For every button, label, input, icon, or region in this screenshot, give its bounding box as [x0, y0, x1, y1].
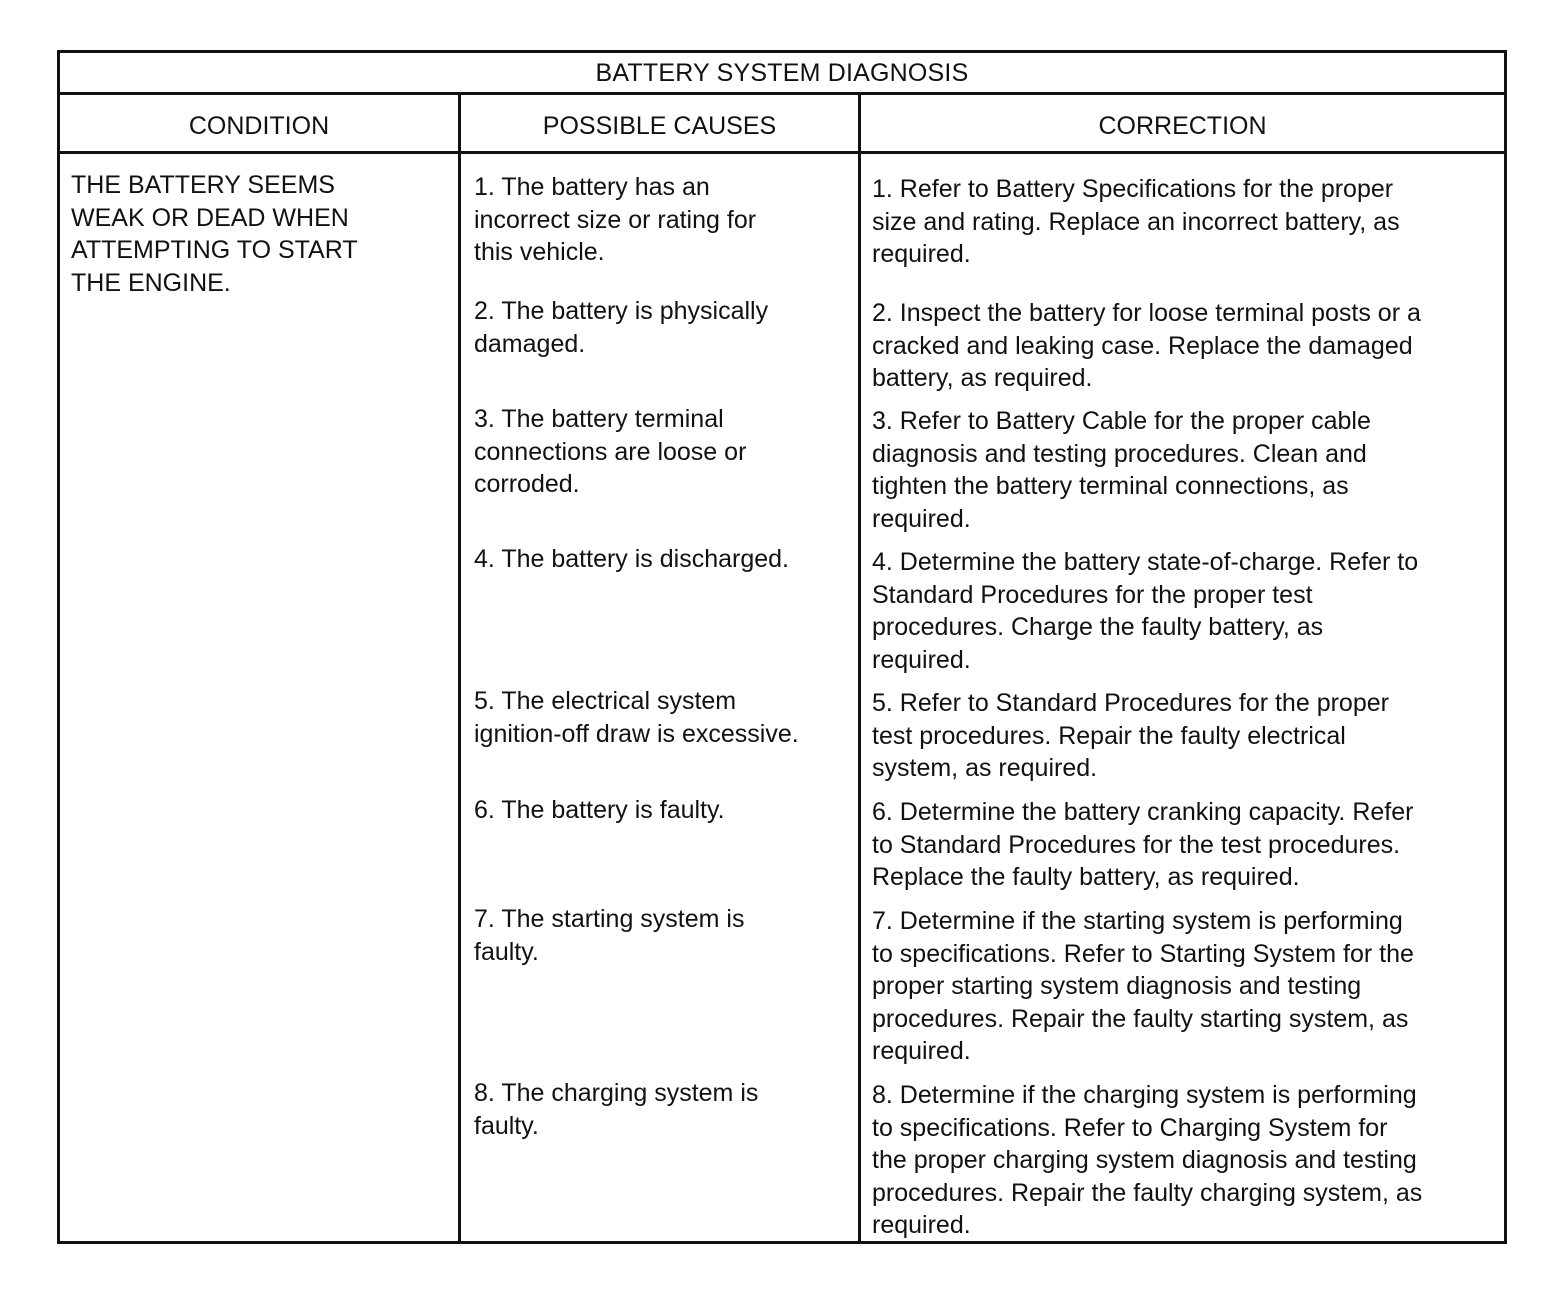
- cause-7: 7. The starting system is faulty.: [474, 905, 745, 966]
- cause-6: 6. The battery is faulty.: [474, 796, 725, 824]
- correction-3: 3. Refer to Battery Cable for the proper cable diagnosis and testing procedures. Clean and tighten the battery terminal connections, as required.: [872, 407, 1371, 533]
- cause-1: 1. The battery has an incorrect size or rating for this vehicle.: [474, 173, 757, 266]
- correction-2: 2. Inspect the battery for loose terminal posts or a cracked and leaking case. Replace the damaged battery, as required.: [872, 299, 1421, 392]
- cause-8: 8. The charging system is faulty.: [474, 1079, 759, 1140]
- correction-7: 7. Determine if the starting system is performing to specifications. Refer to Starting System for the proper starting system diagnosis and testing procedures. Repair the faulty starting system, as required.: [872, 907, 1414, 1065]
- header-possible-causes: POSSIBLE CAUSES: [542, 112, 777, 140]
- header-correction: CORRECTION: [1098, 112, 1267, 140]
- correction-6: 6. Determine the battery cranking capacity. Refer to Standard Procedures for the test procedures. Replace the faulty battery, as required.: [872, 798, 1414, 891]
- column-divider: [858, 95, 861, 1241]
- correction-1: 1. Refer to Battery Specifications for the proper size and rating. Replace an incorrect battery, as required.: [872, 175, 1400, 268]
- condition-cell: THE BATTERY SEEMS WEAK OR DEAD WHEN ATTEMPTING TO START THE ENGINE.: [71, 171, 358, 297]
- cause-5: 5. The electrical system ignition-off draw is excessive.: [474, 687, 799, 748]
- cause-2: 2. The battery is physically damaged.: [474, 297, 769, 358]
- header-row: [60, 95, 1504, 154]
- header-condition: CONDITION: [188, 112, 330, 140]
- diagnosis-table: [57, 50, 1507, 1244]
- column-divider: [458, 95, 461, 1241]
- correction-4: 4. Determine the battery state-of-charge. Refer to Standard Procedures for the proper test procedures. Charge the faulty battery, as required.: [872, 548, 1419, 674]
- correction-8: 8. Determine if the charging system is performing to specifications. Refer to Charging System for the proper charging system diagnosis and testing procedures. Repair the faulty charging system, as required.: [872, 1081, 1423, 1239]
- correction-5: 5. Refer to Standard Procedures for the proper test procedures. Repair the faulty electrical system, as required.: [872, 689, 1389, 782]
- cause-4: 4. The battery is discharged.: [474, 545, 789, 573]
- cause-3: 3. The battery terminal connections are loose or corroded.: [474, 405, 747, 498]
- table-title: BATTERY SYSTEM DIAGNOSIS: [60, 53, 1504, 95]
